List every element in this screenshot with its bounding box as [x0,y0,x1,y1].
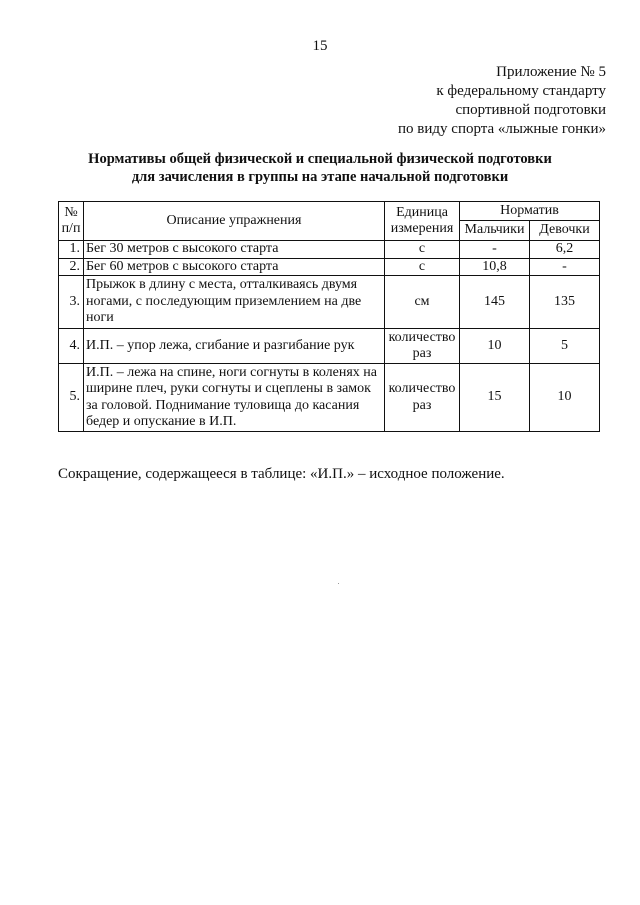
row-num: 4. [59,329,84,364]
header-description: Описание упражнения [84,202,385,241]
row-unit: количество раз [385,364,460,432]
row-num: 3. [59,276,84,329]
appendix-header [398,63,606,139]
table-row [59,258,600,276]
header-unit: Единица измерения [385,202,460,241]
row-girls: 6,2 [530,241,600,259]
header-norm: Норматив [460,202,600,221]
row-girls: 5 [530,329,600,364]
row-girls: - [530,258,600,276]
header-num: № п/п [59,202,84,241]
appendix-line: спортивной подготовки [455,102,606,118]
appendix-line: по виду спорта «лыжные гонки» [398,121,606,137]
table-row [59,364,600,432]
row-description: И.П. – лежа на спине, ноги согнуты в коленях на ширине плеч, руки согнуты и сцеплены в замок за головой. Поднимание туловища до касания бедер и опускание в И.П. [84,364,385,432]
page-number: 15 [312,38,328,54]
row-boys: 15 [460,364,530,432]
appendix-line: к федеральному стандарту [436,83,606,99]
appendix-line: Приложение № 5 [496,64,606,80]
row-unit: см [385,276,460,329]
row-girls: 10 [530,364,600,432]
row-boys: 145 [460,276,530,329]
row-unit: с [385,258,460,276]
title-line: Нормативы общей физической и специальной физической подготовки [88,151,552,167]
row-boys: 10,8 [460,258,530,276]
table-row [59,241,600,259]
row-num: 1. [59,241,84,259]
header-girls: Девочки [530,221,600,241]
header-boys: Мальчики [460,221,530,241]
abbreviation-note: Сокращение, содержащееся в таблице: «И.П.» – исходное положение. [58,466,505,482]
row-description: Бег 60 метров с высокого старта [84,258,385,276]
table-row [59,276,600,329]
row-description: Прыжок в длину с места, отталкиваясь двумя ногами, с последующим приземлением на две ноги [84,276,385,329]
row-description: Бег 30 метров с высокого старта [84,241,385,259]
document-title [0,150,640,186]
row-boys: 10 [460,329,530,364]
row-girls: 135 [530,276,600,329]
row-boys: - [460,241,530,259]
scan-speck [338,583,339,584]
row-description: И.П. – упор лежа, сгибание и разгибание рук [84,329,385,364]
row-unit: количество раз [385,329,460,364]
table-row [59,329,600,364]
row-num: 5. [59,364,84,432]
row-unit: с [385,241,460,259]
norms-table [58,201,600,432]
row-num: 2. [59,258,84,276]
title-line: для зачисления в группы на этапе начальной подготовки [131,169,509,185]
